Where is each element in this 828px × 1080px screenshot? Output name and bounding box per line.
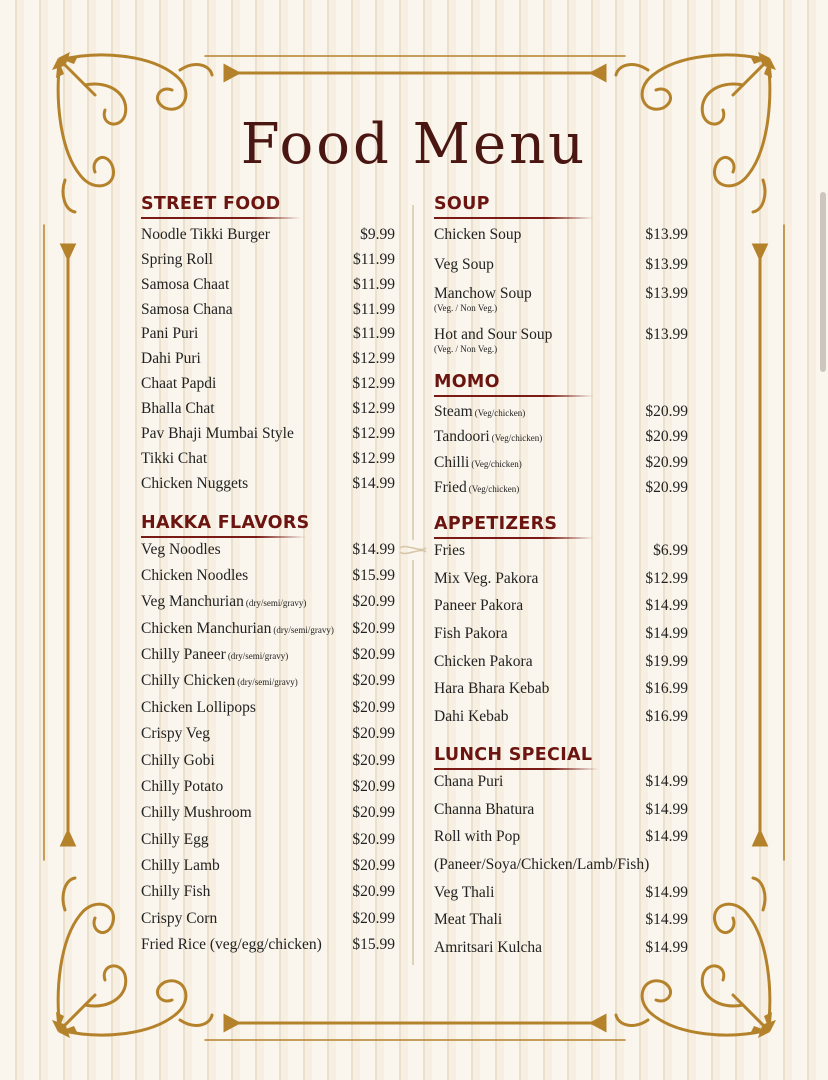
- item-name: Hara Bhara Kebab: [434, 680, 550, 697]
- item-name: Meat Thali: [434, 911, 503, 928]
- item-price: $20.99: [352, 699, 395, 716]
- item-price: $15.99: [352, 936, 395, 953]
- item-name: Chicken Soup: [434, 226, 522, 243]
- item-name: Chilli (Veg/chicken): [434, 454, 522, 471]
- section-underline: [434, 537, 594, 539]
- item-name: (Paneer/Soya/Chicken/Lamb/Fish): [434, 856, 650, 873]
- item-name: Chicken Pakora: [434, 653, 533, 670]
- item-price: $14.99: [645, 773, 688, 790]
- item-name: Pav Bhaji Mumbai Style: [141, 425, 294, 442]
- item-price: $12.99: [352, 350, 395, 367]
- section-underline: [434, 217, 594, 219]
- item-name: Spring Roll: [141, 251, 213, 268]
- item-price: $20.99: [352, 883, 395, 900]
- item-price: $12.99: [352, 450, 395, 467]
- item-price: $16.99: [645, 708, 688, 725]
- item-price: $20.99: [352, 752, 395, 769]
- item-name: Samosa Chana: [141, 301, 233, 318]
- item-name: Chilly Egg: [141, 831, 209, 848]
- item-name: Veg Soup: [434, 256, 494, 273]
- item-name: Amritsari Kulcha: [434, 939, 543, 956]
- item-price: $9.99: [360, 226, 395, 243]
- item-subnote: (Veg. / Non Veg.): [434, 303, 498, 313]
- item-price: $12.99: [352, 400, 395, 417]
- item-name: Roll with Pop: [434, 828, 521, 845]
- item-name: Samosa Chaat: [141, 276, 230, 293]
- item-price: $11.99: [352, 325, 395, 342]
- item-name: Tikki Chat: [141, 450, 208, 467]
- item-name: Fried (Veg/chicken): [434, 479, 520, 496]
- item-name: Bhalla Chat: [141, 400, 215, 417]
- item-price: $20.99: [352, 831, 395, 848]
- item-price: $12.99: [352, 375, 395, 392]
- item-name: Chicken Lollipops: [141, 699, 256, 716]
- item-price: $20.99: [352, 725, 395, 742]
- item-name: Chilly Mushroom: [141, 804, 252, 821]
- item-name: Fish Pakora: [434, 625, 508, 642]
- section-underline: [434, 395, 594, 397]
- item-price: $12.99: [645, 570, 688, 587]
- item-name: Chilly Lamb: [141, 857, 220, 874]
- section-heading-appetizers: APPETIZERS: [434, 514, 558, 534]
- item-price: $14.99: [352, 475, 395, 492]
- item-price: $12.99: [352, 425, 395, 442]
- item-name: Noodle Tikki Burger: [141, 226, 270, 243]
- item-price: $13.99: [645, 256, 688, 273]
- item-price: $14.99: [645, 884, 688, 901]
- item-price: $20.99: [352, 646, 395, 663]
- item-price: $16.99: [645, 680, 688, 697]
- item-name: Chana Puri: [434, 773, 504, 790]
- item-name: Dahi Puri: [141, 350, 201, 367]
- item-name: Mix Veg. Pakora: [434, 570, 539, 587]
- item-price: $14.99: [352, 541, 395, 558]
- item-price: $20.99: [352, 804, 395, 821]
- item-price: $20.99: [352, 857, 395, 874]
- item-price: $11.99: [352, 301, 395, 318]
- item-price: $20.99: [645, 479, 688, 496]
- item-price: $14.99: [645, 597, 688, 614]
- page-title: Food Menu: [240, 112, 588, 177]
- item-price: $15.99: [352, 567, 395, 584]
- item-name: Crispy Veg: [141, 725, 211, 742]
- item-name: Tandoori (Veg/chicken): [434, 428, 543, 445]
- item-price: $14.99: [645, 911, 688, 928]
- item-price: $20.99: [352, 910, 395, 927]
- item-name: Steam (Veg/chicken): [434, 403, 526, 420]
- item-name: Chaat Papdi: [141, 375, 217, 392]
- item-name: Crispy Corn: [141, 910, 218, 927]
- item-name: Chilly Paneer (dry/semi/gravy): [141, 646, 289, 663]
- section-underline: [434, 768, 599, 770]
- item-price: $11.99: [352, 251, 395, 268]
- item-name: Hot and Sour Soup: [434, 326, 553, 343]
- item-name: Veg Noodles: [141, 541, 221, 558]
- item-price: $14.99: [645, 625, 688, 642]
- item-price: $20.99: [352, 672, 395, 689]
- section-heading-lunch-special: LUNCH SPECIAL: [434, 745, 593, 765]
- item-price: $19.99: [645, 653, 688, 670]
- item-name: Fried Rice (veg/egg/chicken): [141, 936, 322, 953]
- item-price: $14.99: [645, 801, 688, 818]
- item-price: $6.99: [653, 542, 688, 559]
- item-price: $13.99: [645, 226, 688, 243]
- item-price: $14.99: [645, 828, 688, 845]
- item-name: Chilly Fish: [141, 883, 211, 900]
- item-price: $11.99: [352, 276, 395, 293]
- section-heading-soup: SOUP: [434, 194, 490, 214]
- section-underline: [141, 536, 306, 538]
- item-price: $20.99: [645, 403, 688, 420]
- item-name: Chilly Potato: [141, 778, 224, 795]
- item-name: Dahi Kebab: [434, 708, 509, 725]
- section-underline: [141, 217, 301, 219]
- item-name: Veg Thali: [434, 884, 495, 901]
- item-price: $20.99: [352, 778, 395, 795]
- item-name: Paneer Pakora: [434, 597, 524, 614]
- item-name: Chicken Nuggets: [141, 475, 249, 492]
- item-price: $14.99: [645, 939, 688, 956]
- item-subnote: (Veg. / Non Veg.): [434, 344, 498, 354]
- section-heading-hakka-flavors: HAKKA FLAVORS: [141, 513, 310, 533]
- item-name: Channa Bhatura: [434, 801, 535, 818]
- item-price: $13.99: [645, 326, 688, 343]
- item-name: Veg Manchurian (dry/semi/gravy): [141, 593, 307, 610]
- item-name: Chicken Manchurian (dry/semi/gravy): [141, 620, 334, 637]
- item-price: $20.99: [645, 428, 688, 445]
- item-name: Pani Puri: [141, 325, 199, 342]
- section-heading-momo: MOMO: [434, 372, 500, 392]
- item-price: $13.99: [645, 285, 688, 302]
- item-price: $20.99: [645, 454, 688, 471]
- section-heading-street-food: STREET FOOD: [141, 194, 281, 214]
- item-name: Manchow Soup: [434, 285, 532, 302]
- item-price: $20.99: [352, 593, 395, 610]
- item-name: Chicken Noodles: [141, 567, 249, 584]
- item-name: Chilly Gobi: [141, 752, 215, 769]
- item-name: Chilly Chicken (dry/semi/gravy): [141, 672, 298, 689]
- item-name: Fries: [434, 542, 465, 559]
- item-price: $20.99: [352, 620, 395, 637]
